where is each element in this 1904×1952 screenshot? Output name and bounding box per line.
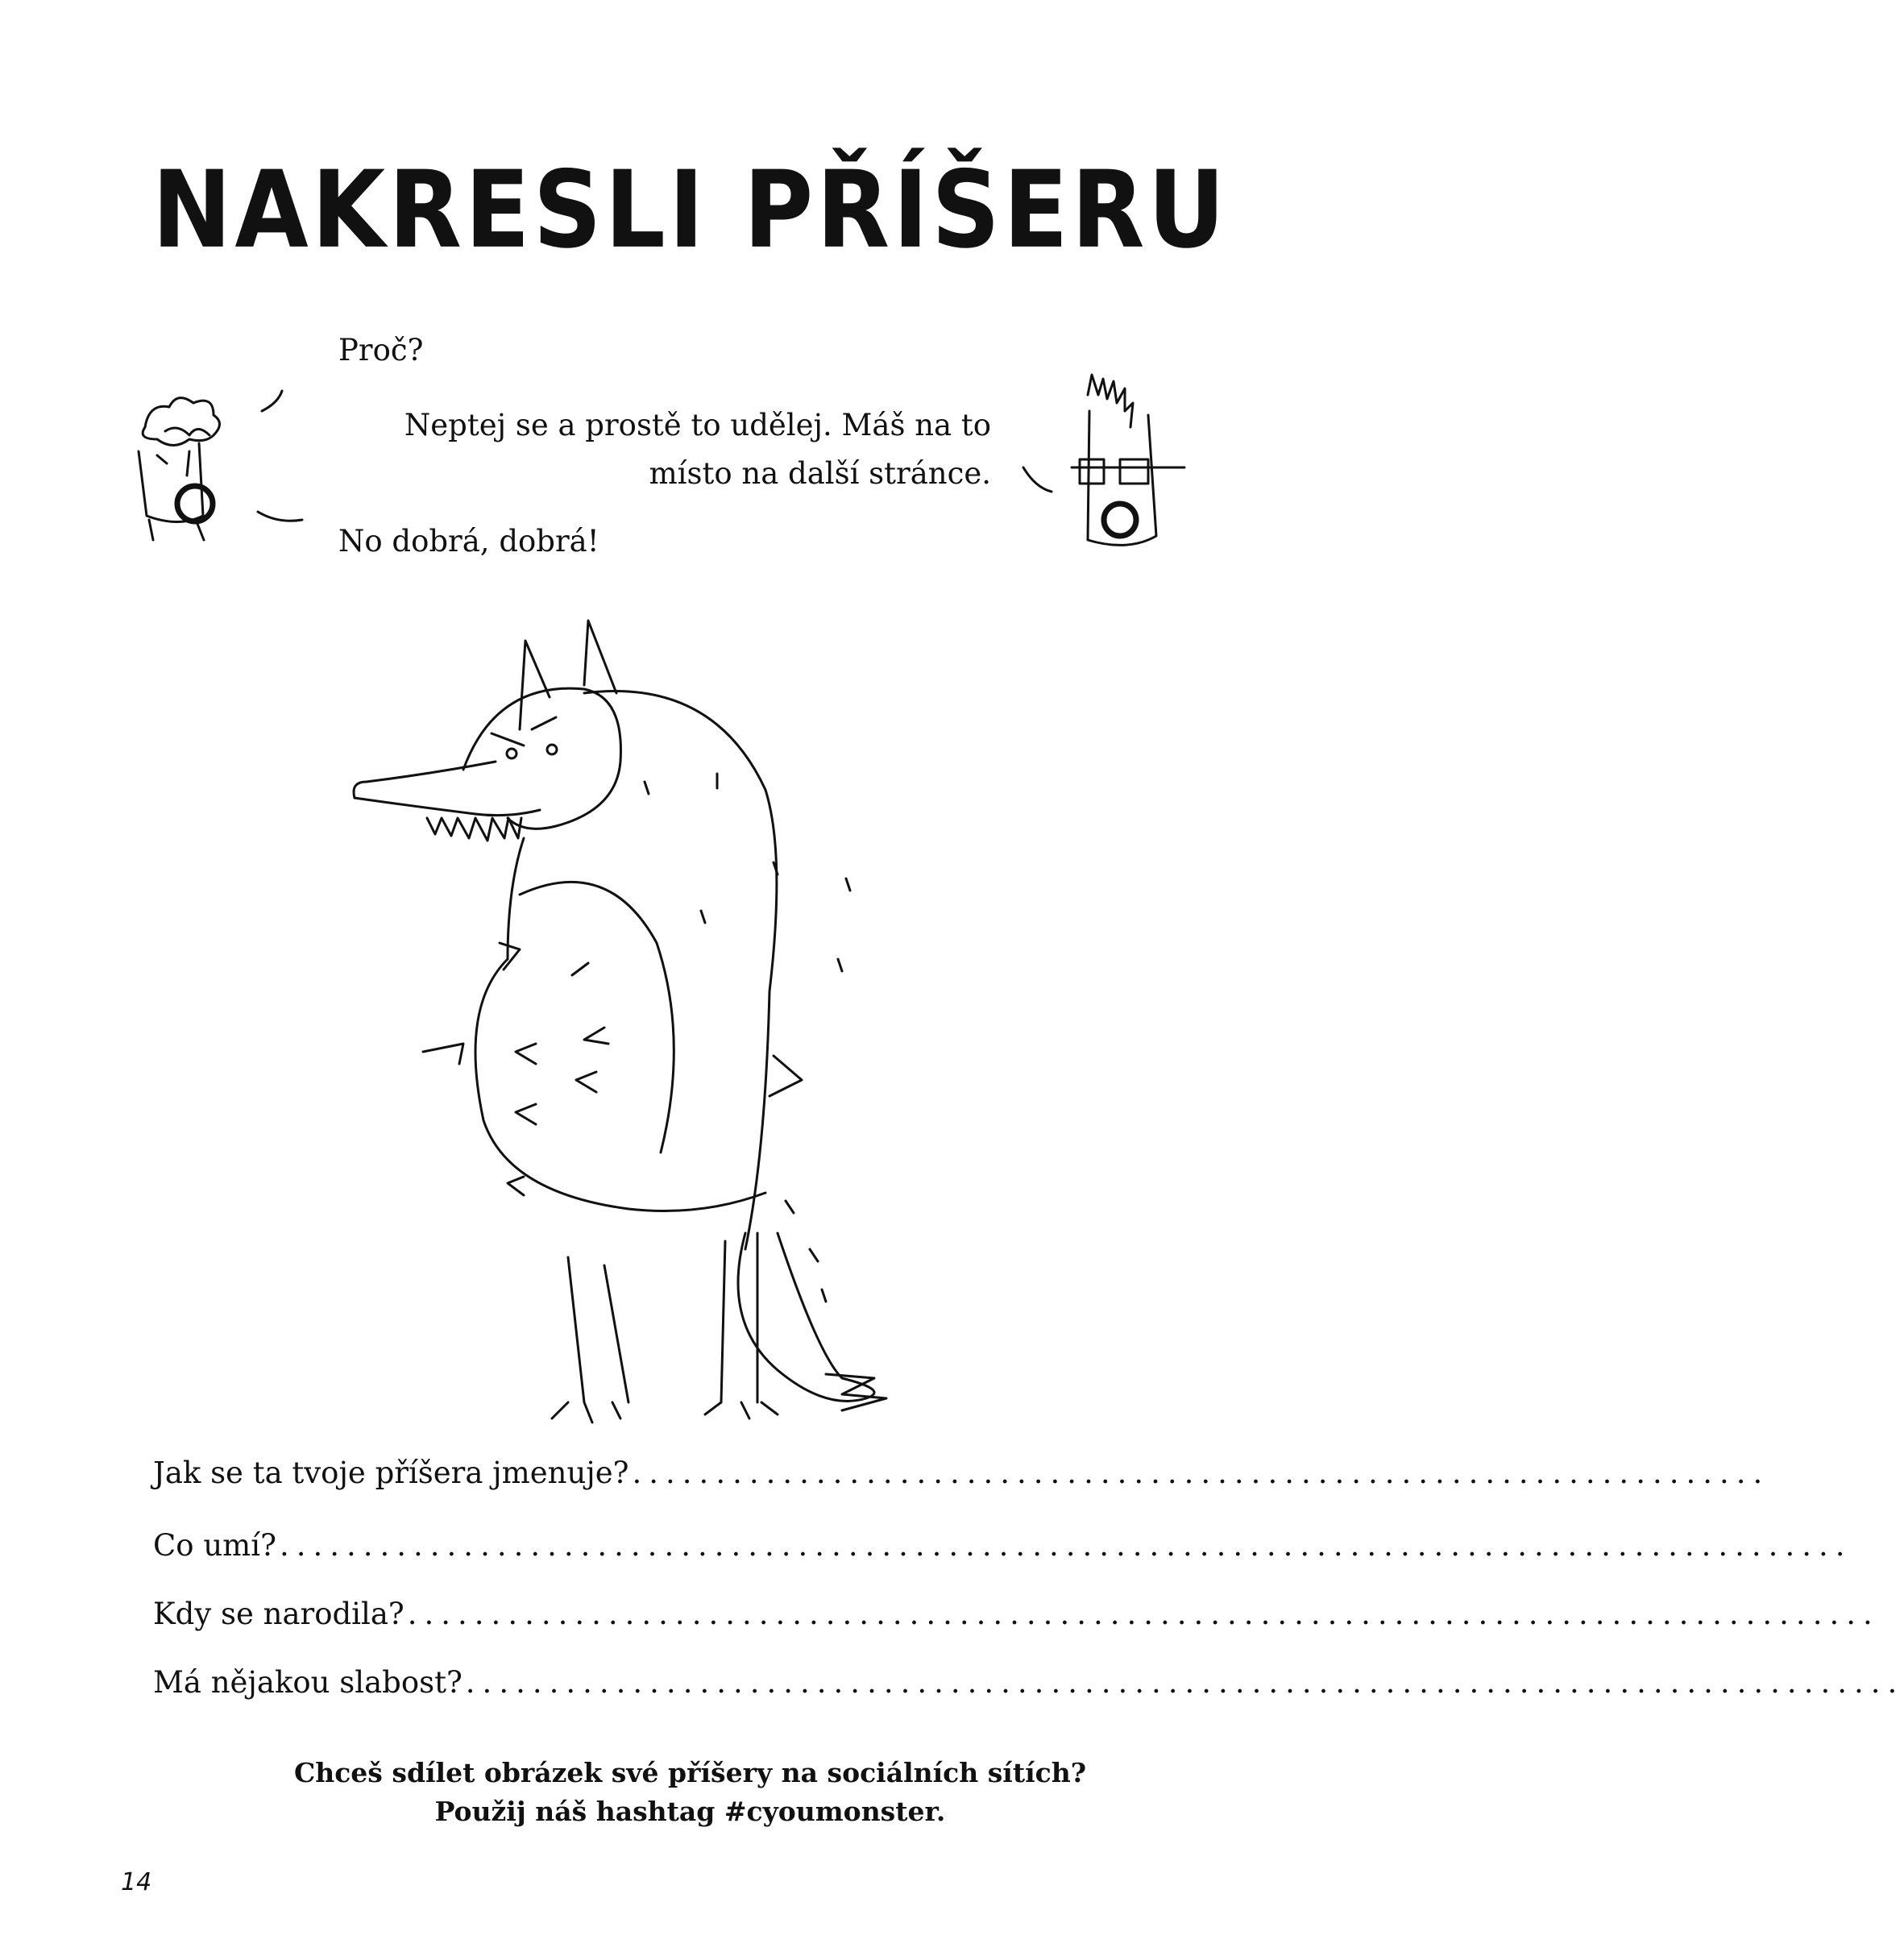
question-abilities	[153, 1522, 1852, 1570]
share-prompt: Chceš sdílet obrázek své příšery na sociálních sítích?	[293, 1757, 1087, 1788]
question-weakness	[153, 1659, 1904, 1707]
question-label: Jak se ta tvoje příšera jmenuje?	[153, 1456, 629, 1490]
question-label: Kdy se narodila?	[153, 1597, 404, 1631]
question-birth	[153, 1590, 1880, 1638]
dialogue-line-3: No dobrá, dobrá!	[338, 524, 599, 559]
dialogue-line-2a: Neptej se a prostě to udělej. Máš na to	[404, 408, 991, 442]
page-number: 14	[121, 1868, 152, 1896]
question-label: Má nějakou slabost?	[153, 1665, 463, 1700]
monster-illustration	[338, 621, 951, 1410]
answer-blank: ..............................................................................................	[279, 1528, 1852, 1563]
answer-blank: ....................................................................	[632, 1456, 1770, 1490]
answer-blank: ......................................................................................	[465, 1665, 1904, 1700]
doodle-character-right	[1023, 371, 1201, 556]
dialogue-line-1: Proč?	[338, 333, 424, 368]
dialogue-line-2b: místo na další stránce.	[649, 456, 991, 491]
question-monster-name	[153, 1449, 1770, 1497]
question-label: Co umí?	[153, 1528, 276, 1563]
doodle-character-left	[121, 371, 314, 548]
share-hashtag: Použij náš hashtag #cyoumonster.	[434, 1796, 946, 1827]
page-title: NAKRESLI PŘÍŠERU	[151, 147, 1229, 272]
answer-blank: ........................................................................................	[407, 1597, 1880, 1631]
